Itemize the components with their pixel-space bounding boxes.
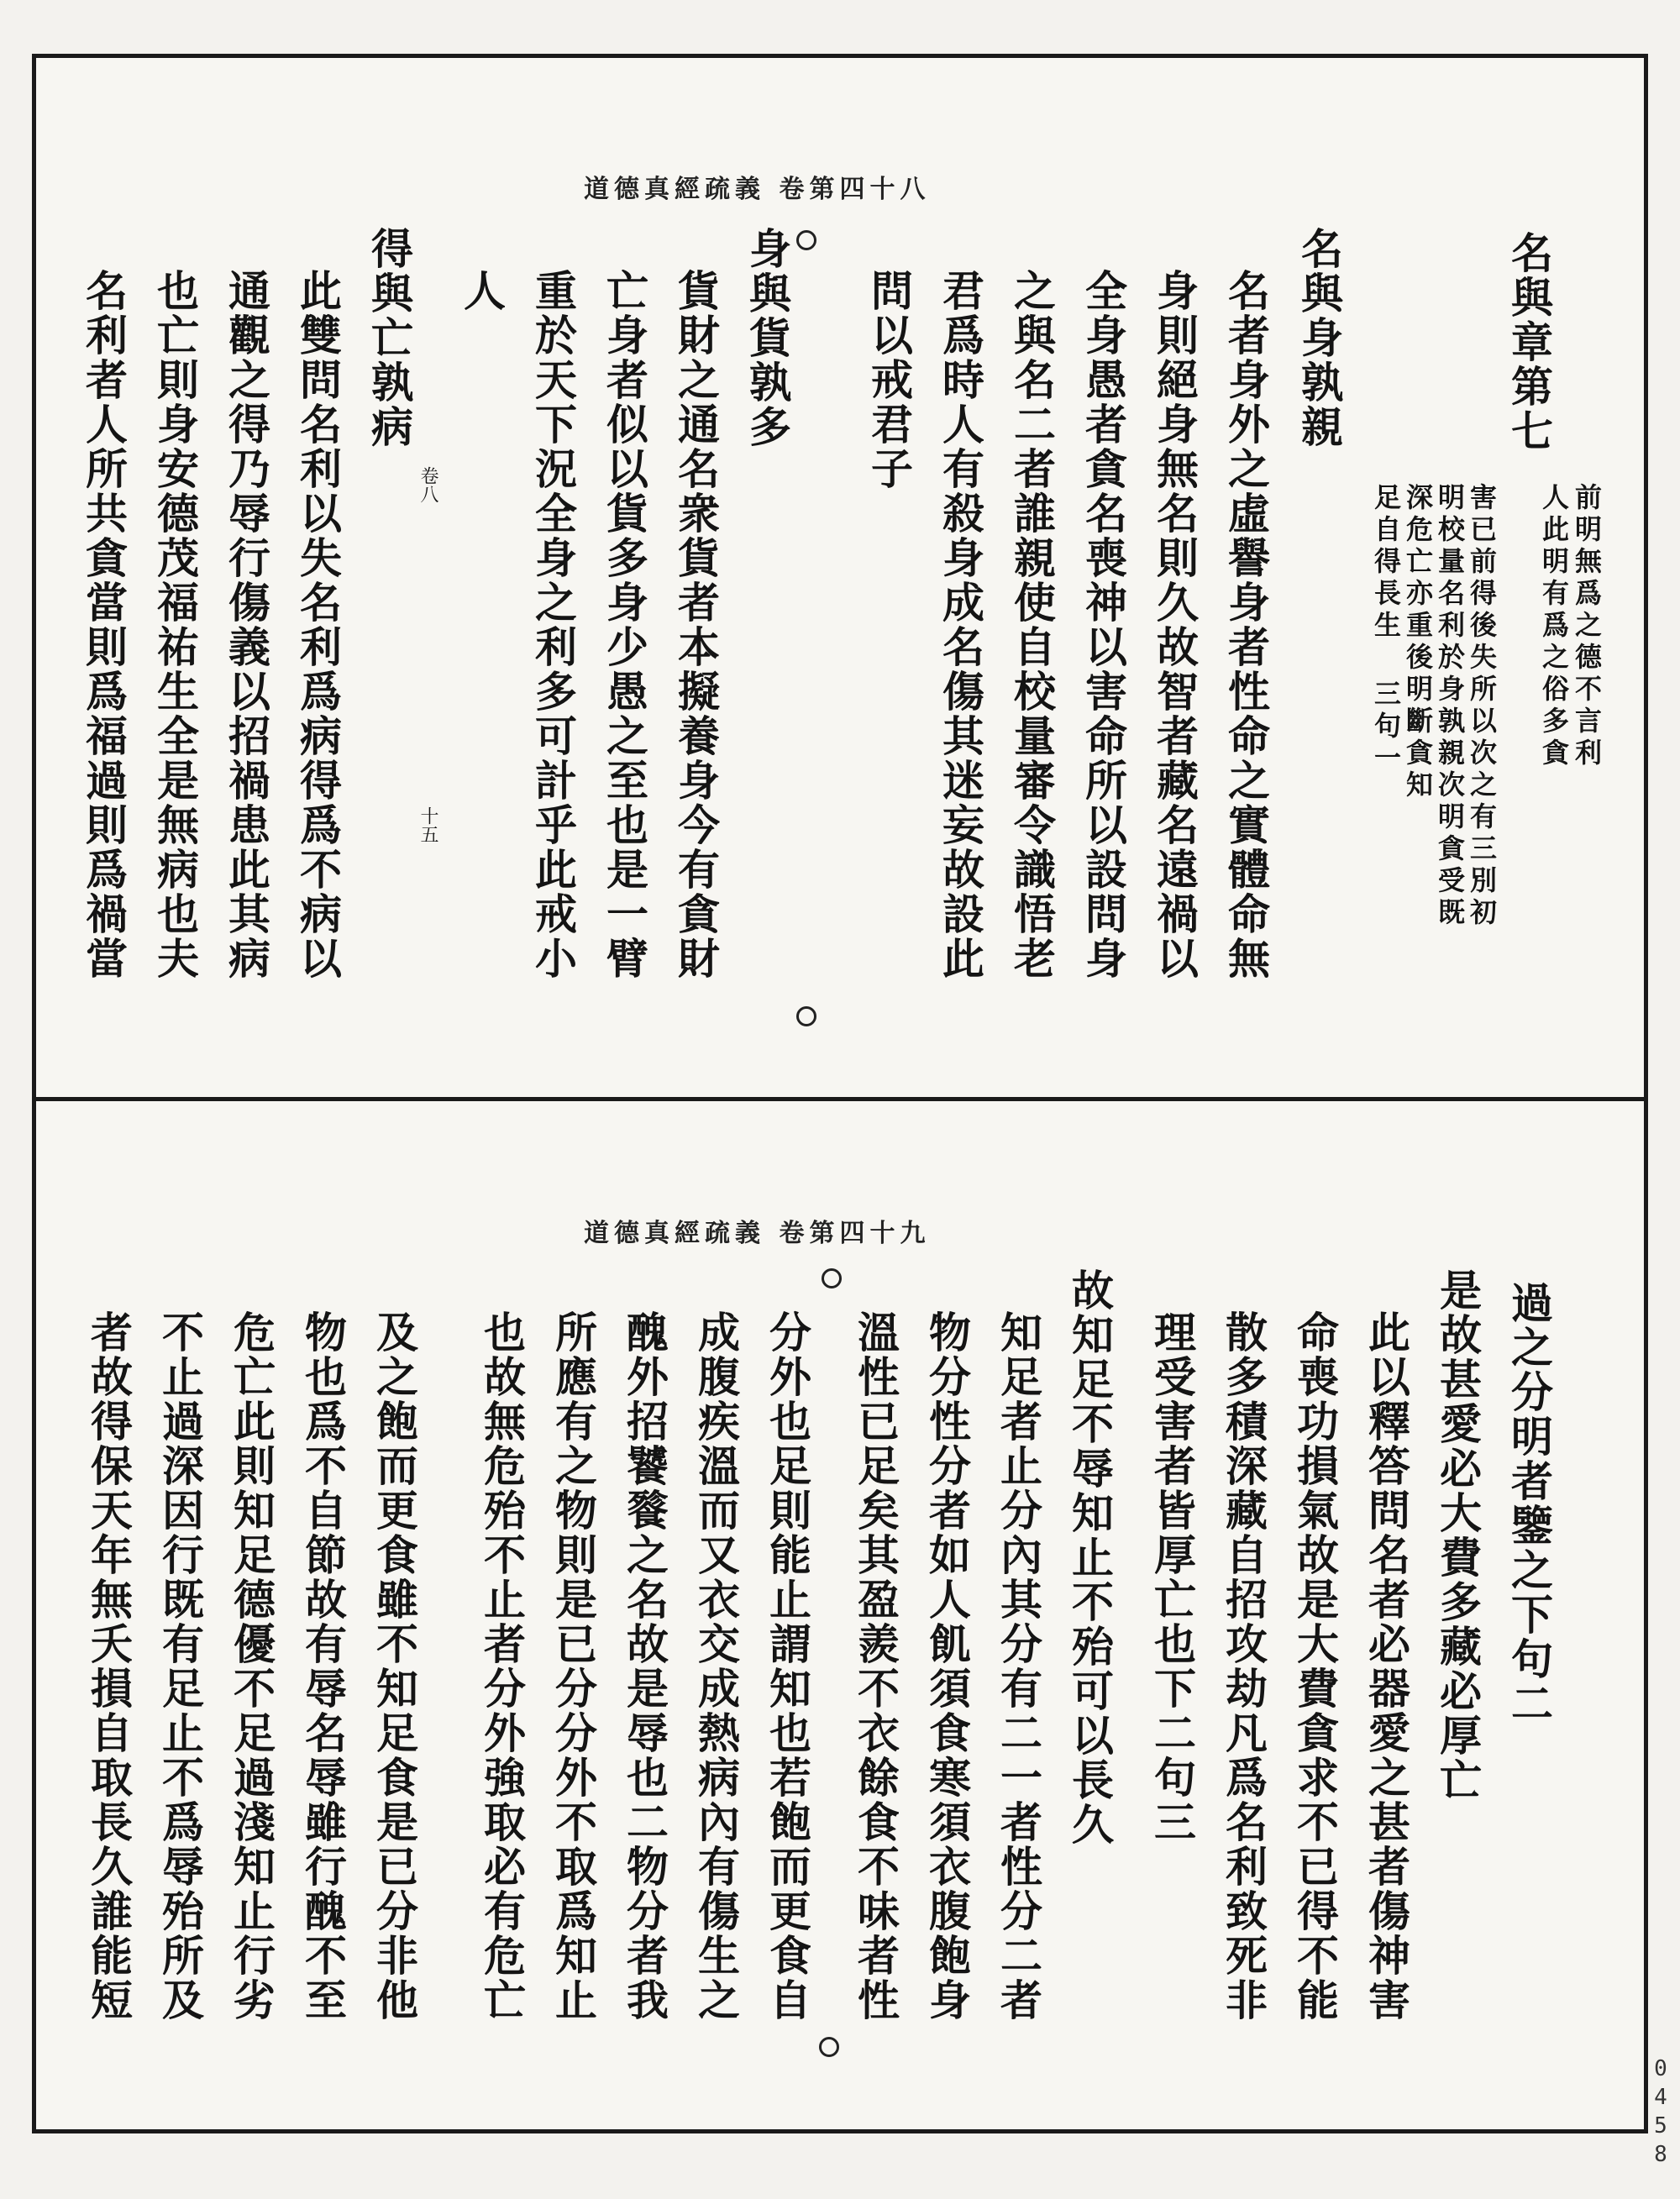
text-column: 也故無危殆不止者分外強取必有危亡	[477, 1310, 527, 2023]
text-column: 問以戒君子	[864, 269, 914, 491]
intro-note-line: 害已前得後失所以次之有三別初	[1466, 483, 1498, 930]
punctuation-circle	[822, 1268, 842, 1288]
text-column: 名利者人所共貪當則爲福過則爲禍當	[79, 269, 129, 981]
text-column: 身則絕身無名則久故智者藏名遠禍以	[1150, 269, 1200, 981]
text-column: 醜外招饕餮之名故是辱也二物分者我	[620, 1310, 669, 2023]
text-column: 危亡此則知足德優不足過淺知止行劣	[227, 1310, 276, 2023]
text-column: 命喪功損氣故是大費貪求不已得不能	[1290, 1310, 1340, 2023]
text-column: 身與貨孰多	[743, 227, 792, 449]
intro-note-line: 人此明有爲之俗多貪	[1538, 483, 1570, 770]
punctuation-circle	[796, 230, 816, 250]
text-column: 也亡則身安德茂福祐生全是無病也夫	[150, 269, 200, 981]
text-column: 溫性已足矣其盈羨不衣餘食不味者性	[851, 1310, 900, 2023]
text-column: 亡身者似以貨多身少愚之至也是一臂	[600, 269, 649, 981]
text-column: 人	[457, 269, 507, 313]
intro-note-line: 深危亡亦重後明斷貪知	[1402, 483, 1434, 802]
text-column: 此以釋答問名者必器愛之甚者傷神害	[1362, 1310, 1411, 2023]
text-column: 君爲時人有殺身成名傷其迷妄故設此	[936, 269, 985, 981]
punctuation-circle	[796, 1006, 816, 1026]
intro-note-line: 足自得長生 三句一	[1370, 483, 1402, 775]
text-column: 名者身外之虛譽身者性命之實體命無	[1221, 269, 1271, 981]
text-column: 物分性分者如人飢須食寒須衣腹飽身	[922, 1310, 972, 2023]
text-column: 知足者止分內其分有二一者性分二者	[994, 1310, 1043, 2023]
text-column: 是故甚愛必大費多藏必厚亡	[1433, 1268, 1483, 1803]
page-divider	[32, 1097, 1648, 1101]
top-running-head: 道德真經疏義 卷第四十八	[584, 175, 931, 204]
page-number: 0458	[1648, 2056, 1673, 2170]
text-column: 及之飽而更食雖不知足食是已分非他	[370, 1310, 419, 2023]
bottom-running-head: 道德真經疏義 卷第四十九	[584, 1219, 931, 1248]
text-column: 成腹疾溫而又衣交成熱病內有傷生之	[691, 1310, 741, 2023]
text-column: 者故得保天年無夭損自取長久誰能短	[84, 1310, 134, 2023]
chapter-title: 名與章第七	[1504, 231, 1554, 454]
text-column: 名與身孰親	[1294, 227, 1344, 449]
text-column: 得與亡孰病	[365, 227, 414, 449]
text-column: 物也爲不自節故有辱名辱雖行醜不至	[298, 1310, 348, 2023]
text-column: 全身愚者貪名喪神以害命所以設問身	[1079, 269, 1128, 981]
text-column: 之與名二者誰親使自校量審令識悟老	[1007, 269, 1057, 981]
text-column: 過之分明者鑒之下句二	[1504, 1281, 1554, 1726]
intro-note-line: 明校量名利於身孰親次明貪受既	[1434, 483, 1466, 930]
intro-note-line: 前明無爲之德不言利	[1571, 483, 1603, 770]
text-column: 重於天下況全身之利多可計乎此戒小	[528, 269, 578, 981]
text-column: 貨財之通名衆貨者本擬養身今有貪財	[671, 269, 721, 981]
margin-mark: 十五	[417, 806, 438, 843]
text-column: 分外也足則能止謂知也若飽而更食自	[763, 1310, 812, 2023]
text-column: 所應有之物則是已分分外不取爲知止	[549, 1310, 598, 2023]
text-column: 通觀之得乃辱行傷義以招禍患此其病	[222, 269, 271, 981]
text-column: 故知足不辱知止不殆可以長久	[1065, 1268, 1115, 1847]
punctuation-circle	[819, 2037, 839, 2057]
margin-mark: 卷八	[417, 466, 438, 503]
text-column: 不止過深因行既有足止不爲辱殆所及	[155, 1310, 205, 2023]
text-column: 理受害者皆厚亡也下二句三	[1147, 1310, 1197, 1845]
text-column: 此雙問名利以失名利爲病得爲不病以	[293, 269, 343, 981]
text-column: 散多積深藏自招攻劫凡爲名利致死非	[1219, 1310, 1268, 2023]
